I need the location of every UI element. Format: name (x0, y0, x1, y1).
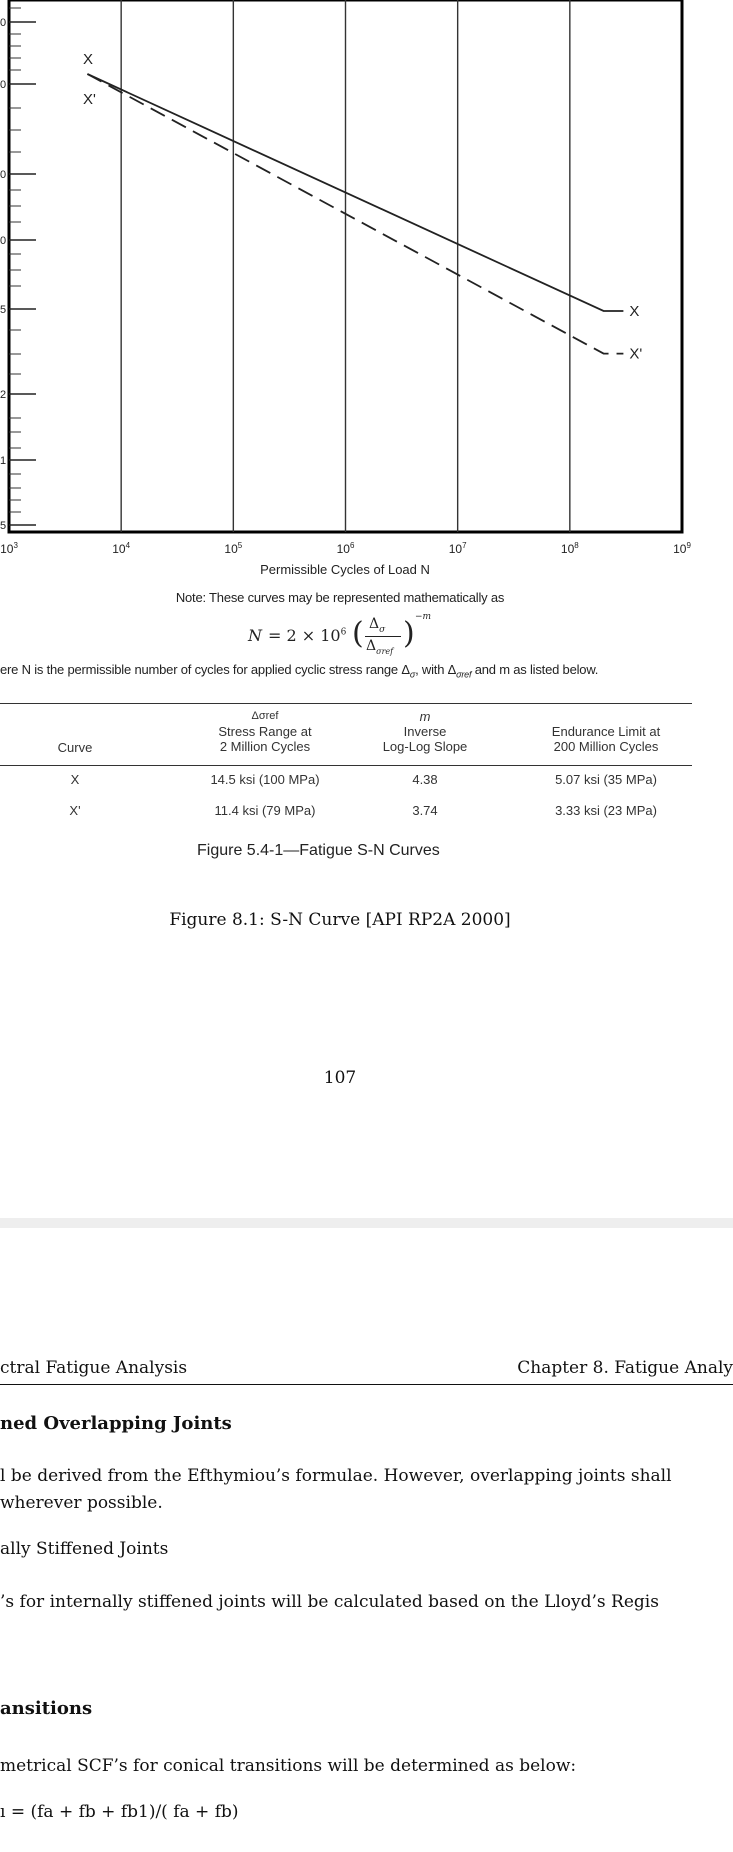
x-tick-label: $10^8$ (560, 541, 579, 556)
where-part-2: , with Δ (415, 662, 457, 677)
equation-exponent: 6 (340, 627, 347, 638)
equation-rhs (268, 626, 346, 645)
paragraph-1-line-1: l be derived from the Efthymiou’s formulae. However, overlapping joints shall (0, 1466, 672, 1486)
equation-lhs: N (248, 626, 262, 645)
table-header-endurance (520, 724, 692, 754)
formula-line: ı = (fa + fb + fb1)/( fa + fb) (0, 1802, 239, 1822)
header-slope-line-2: Inverse (403, 724, 447, 739)
x-axis-label: Permissible Cycles of Load N (260, 562, 430, 577)
paragraph-3: metrical SCF’s for conical transitions will be determined as below: (0, 1756, 577, 1776)
y-tick-label: 0 (0, 169, 7, 181)
header-m-line: m (419, 709, 431, 724)
equation-open-paren: ( (352, 616, 364, 651)
x-tick-label: $10^5$ (224, 541, 243, 556)
row-1-slope: 4.38 (412, 772, 438, 787)
where-part-1: ere N is the permissible number of cycles for applied cyclic stress range Δ (0, 662, 410, 677)
equation-numerator (369, 616, 385, 635)
running-header-left: ctral Fatigue Analysis (0, 1358, 188, 1378)
y-tick-label: 5 (0, 520, 7, 532)
row-1-stress: 14.5 ksi (100 MPa) (210, 772, 320, 787)
header-rule (0, 1384, 733, 1385)
equation-close-paren: ) (403, 616, 415, 651)
header-delta-line: Δσref (251, 710, 279, 722)
table-header-rule (0, 765, 692, 766)
curve-start-label: X (83, 51, 94, 68)
curve-end-label: X' (629, 345, 643, 363)
y-axis-ticks (0, 8, 36, 532)
row-2-stress: 11.4 ksi (79 MPa) (214, 803, 316, 818)
section-heading-overlapping: ned Overlapping Joints (0, 1413, 232, 1434)
row-2-endurance: 3.33 ksi (23 MPa) (555, 803, 657, 818)
table-top-rule (0, 703, 692, 704)
row-2-slope: 3.74 (412, 803, 438, 818)
x-tick-label: $10^7$ (448, 541, 467, 556)
curve-labels (83, 51, 642, 363)
where-part-3: and m as listed below. (471, 662, 599, 677)
header-curve-line: Curve (57, 740, 93, 755)
grid-lines (121, 0, 570, 532)
row-1-endurance: 5.07 ksi (35 MPa) (555, 772, 657, 787)
sn-curve-chart (0, 0, 733, 580)
x-tick-label: $10^6$ (336, 541, 355, 556)
series-layer (87, 74, 623, 354)
where-sub-2: σref (456, 669, 472, 680)
equation-den-sub: σref (376, 646, 394, 656)
header-stress-line-3: 2 Million Cycles (219, 739, 311, 754)
table-header-curve (30, 740, 120, 755)
subheading-stiffened: ally Stiffened Joints (0, 1539, 169, 1559)
equation-den-delta: Δ (366, 638, 377, 654)
section-heading-transitions: ansitions (0, 1698, 93, 1719)
header-slope-line-3: Log-Log Slope (382, 739, 468, 754)
x-tick-labels (0, 541, 691, 556)
figure-title: Figure 5.4-1—Fatigue S-N Curves (197, 842, 440, 859)
x-tick-label: $10^3$ (0, 541, 18, 556)
where-sub-1: σ (409, 669, 416, 680)
where-text (0, 662, 598, 680)
x-tick-label: $10^4$ (112, 541, 131, 556)
y-tick-label: 0 (0, 79, 7, 91)
page-separator (0, 1218, 733, 1228)
y-tick-label: 1 (0, 455, 7, 467)
equation-rhs-lead: = 2 × 10 (268, 626, 341, 645)
y-tick-label: 2 (0, 389, 7, 401)
y-tick-label: 0 (0, 17, 7, 29)
curve-start-label: X' (83, 91, 96, 108)
table-header-slope (350, 709, 500, 754)
header-endurance-line-1: Endurance Limit at (551, 724, 661, 739)
note-text: Note: These curves may be represented mathematically as (175, 590, 505, 605)
page-number: 107 (323, 1068, 357, 1088)
figure-caption: Figure 8.1: S-N Curve [API RP2A 2000] (169, 910, 511, 930)
running-header-right: Chapter 8. Fatigue Analy (517, 1358, 733, 1378)
series-line-x-prime (87, 74, 623, 354)
equation-denominator (366, 638, 393, 656)
equation-outer-exponent: −m (415, 612, 432, 622)
paragraph-2: ’s for internally stiffened joints will be calculated based on the Lloyd’s Regis (0, 1592, 659, 1612)
table-header-stress-range (180, 709, 350, 754)
page-2 (0, 1228, 733, 1852)
paragraph-1-line-2: wherever possible. (0, 1493, 163, 1513)
x-tick-label: $10^9$ (673, 541, 691, 556)
header-stress-line-2: Stress Range at (218, 724, 312, 739)
equation-num-delta: Δ (369, 616, 380, 632)
equation-num-sub: σ (379, 624, 386, 635)
y-tick-label: 0 (0, 235, 7, 247)
header-endurance-line-2: 200 Million Cycles (553, 739, 659, 754)
y-tick-label: 5 (0, 304, 7, 316)
series-line-x (87, 74, 623, 311)
row-2-curve: X' (69, 803, 81, 818)
row-1-curve: X (70, 772, 80, 787)
fraction-bar (365, 636, 401, 637)
curve-end-label: X (629, 303, 640, 320)
